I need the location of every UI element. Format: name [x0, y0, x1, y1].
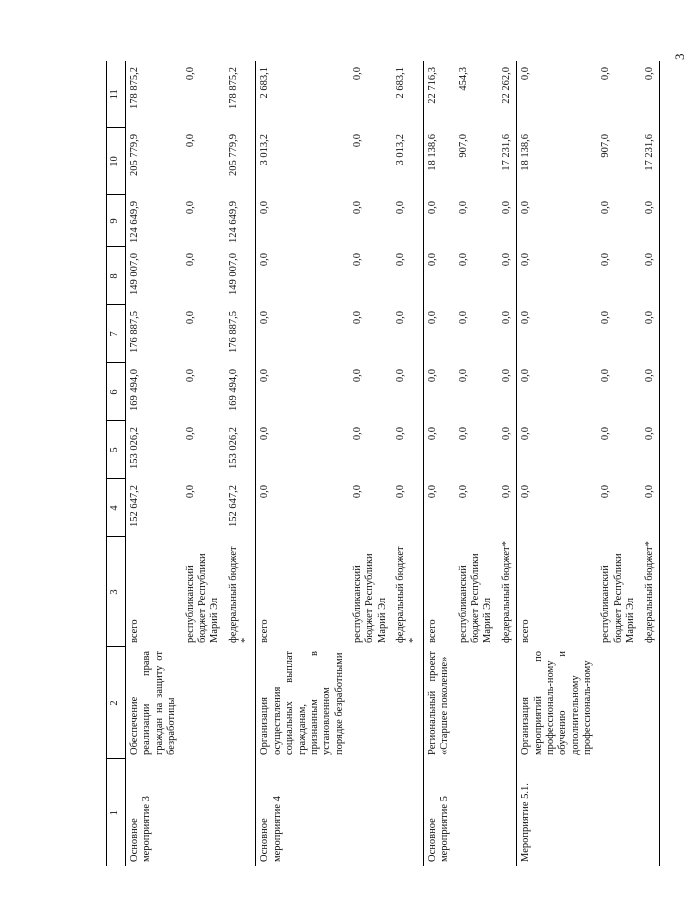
row-activity-name [641, 759, 660, 866]
row-activity-name [225, 759, 256, 866]
value-cell-col-4: 0,0 [641, 479, 660, 537]
value-cell-col-6: 0,0 [600, 369, 612, 383]
value-cell-col-7: 0,0 [256, 305, 349, 363]
value-cell-col-7: 0,0 [184, 311, 196, 325]
value-cell-col-8: 0,0 [517, 247, 598, 305]
table-row [423, 61, 454, 866]
value-cell-col-11: 0,0 [184, 67, 196, 81]
value-cell-col-10: 0,0 [352, 134, 363, 148]
value-cell-col-9: 0,0 [184, 201, 196, 215]
value-cell-col-11: 0,0 [641, 61, 660, 128]
row-funding-source: федеральный бюджет * [227, 546, 251, 643]
value-cell-col-7: 176 887,5 [227, 311, 239, 353]
value-cell-col-4: 152 647,2 [126, 479, 182, 537]
value-cell-col-11: 454,3 [457, 67, 469, 91]
row-activity-name: Основное мероприятие 5 [423, 759, 454, 866]
row-activity-description [182, 647, 225, 759]
row-activity-description: Организация осуществления социальных выплат гражданам, признанным в установленном порядке безработными [256, 647, 349, 759]
value-cell-col-10: 17 231,6 [641, 128, 660, 195]
row-funding-source: республиканский бюджет Республики Марий Эл [184, 553, 221, 643]
value-cell-col-8: 0,0 [600, 253, 612, 267]
value-cell-col-9: 124 649,9 [126, 195, 182, 247]
value-cell-col-4: 0,0 [500, 485, 512, 499]
row-activity-name [597, 759, 640, 866]
value-cell-col-6: 0,0 [641, 363, 660, 421]
value-cell-col-8: 0,0 [423, 247, 454, 305]
row-funding-source: всего [126, 537, 182, 647]
value-cell-col-8: 0,0 [184, 253, 196, 267]
table-row [517, 61, 598, 866]
value-cell-col-5: 0,0 [184, 427, 196, 441]
value-cell-col-8: 0,0 [457, 253, 469, 267]
value-cell-col-11: 0,0 [600, 67, 612, 81]
row-funding-source: всего [256, 537, 349, 647]
column-header-7: 7 [107, 305, 126, 363]
value-cell-col-11: 2 683,1 [256, 61, 349, 128]
value-cell-col-11: 0,0 [352, 67, 363, 81]
value-cell-col-11: 22 262,0 [500, 67, 512, 104]
column-header-4: 4 [107, 479, 126, 537]
table-row [392, 61, 423, 866]
value-cell-col-6: 0,0 [395, 369, 407, 383]
value-cell-col-4: 0,0 [517, 479, 598, 537]
table-row [349, 61, 392, 866]
row-activity-description [225, 647, 256, 759]
value-cell-col-5: 0,0 [600, 427, 612, 441]
value-cell-col-9: 0,0 [256, 195, 349, 247]
row-activity-name: Основное мероприятие 3 [126, 759, 182, 866]
row-funding-source: республиканский бюджет Республики Марий Эл [352, 553, 388, 643]
value-cell-col-6: 0,0 [184, 369, 196, 383]
row-funding-source: республиканский бюджет Республики Марий Эл [457, 553, 494, 643]
row-activity-name [498, 759, 517, 866]
value-cell-col-6: 169 494,0 [126, 363, 182, 421]
value-cell-col-7: 0,0 [457, 311, 469, 325]
value-cell-col-9: 0,0 [423, 195, 454, 247]
value-cell-col-5: 0,0 [352, 427, 363, 441]
value-cell-col-10: 907,0 [457, 134, 469, 158]
value-cell-col-8: 0,0 [395, 253, 407, 267]
value-cell-col-7: 0,0 [395, 311, 407, 325]
value-cell-col-4: 0,0 [184, 485, 196, 499]
value-cell-col-7: 0,0 [500, 311, 512, 325]
value-cell-col-7: 0,0 [352, 311, 363, 325]
value-cell-col-9: 124 649,9 [227, 201, 239, 243]
value-cell-col-9: 0,0 [395, 201, 407, 215]
value-cell-col-8: 0,0 [500, 253, 512, 267]
table-body [126, 61, 660, 866]
row-funding-source: федеральный бюджет * [395, 546, 419, 643]
value-cell-col-4: 0,0 [457, 485, 469, 499]
column-header-10: 10 [107, 128, 126, 195]
value-cell-col-5: 0,0 [457, 427, 469, 441]
row-activity-description: Региональный проект «Старшее поколение» [423, 647, 454, 759]
value-cell-col-5: 0,0 [423, 421, 454, 479]
value-cell-col-11: 178 875,2 [227, 67, 239, 109]
value-cell-col-5: 0,0 [256, 421, 349, 479]
value-cell-col-11: 22 716,3 [423, 61, 454, 128]
table-row [256, 61, 349, 866]
value-cell-col-6: 0,0 [256, 363, 349, 421]
value-cell-col-10: 3 013,2 [395, 134, 407, 166]
value-cell-col-5: 0,0 [500, 427, 512, 441]
value-cell-col-4: 152 647,2 [227, 485, 239, 527]
value-cell-col-10: 0,0 [184, 134, 196, 148]
value-cell-col-5: 0,0 [395, 427, 407, 441]
page-number: 3 [672, 53, 687, 60]
value-cell-col-7: 0,0 [641, 305, 660, 363]
value-cell-col-4: 0,0 [423, 479, 454, 537]
column-header-1: 1 [107, 759, 126, 866]
value-cell-col-7: 176 887,5 [126, 305, 182, 363]
value-cell-col-7: 0,0 [423, 305, 454, 363]
value-cell-col-8: 149 007,0 [227, 253, 239, 295]
row-activity-description [455, 647, 498, 759]
value-cell-col-6: 0,0 [352, 369, 363, 383]
value-cell-col-10: 18 138,6 [423, 128, 454, 195]
row-activity-description [498, 647, 517, 759]
value-cell-col-4: 0,0 [395, 485, 407, 499]
row-activity-description [349, 647, 392, 759]
value-cell-col-8: 0,0 [352, 253, 363, 267]
column-header-9: 9 [107, 195, 126, 247]
value-cell-col-9: 0,0 [352, 201, 363, 215]
table-row [641, 61, 660, 866]
value-cell-col-10: 18 138,6 [517, 128, 598, 195]
value-cell-col-6: 169 494,0 [227, 369, 239, 411]
value-cell-col-10: 3 013,2 [256, 128, 349, 195]
row-funding-source: федеральный бюджет* [500, 541, 512, 643]
table-row [225, 61, 256, 866]
value-cell-col-8: 0,0 [641, 247, 660, 305]
row-funding-source: республиканский бюджет Республики Марий Эл [600, 553, 637, 643]
row-activity-name [392, 759, 423, 866]
value-cell-col-6: 0,0 [423, 363, 454, 421]
value-cell-col-11: 0,0 [517, 61, 598, 128]
budget-table [106, 61, 660, 866]
value-cell-col-11: 178 875,2 [126, 61, 182, 128]
table-row [182, 61, 225, 866]
table-row [597, 61, 640, 866]
rotated-table-area [106, 61, 655, 866]
column-header-2: 2 [107, 647, 126, 759]
row-funding-source: федеральный бюджет* [641, 537, 660, 647]
value-cell-col-9: 0,0 [600, 201, 612, 215]
column-header-8: 8 [107, 247, 126, 305]
value-cell-col-9: 0,0 [517, 195, 598, 247]
value-cell-col-9: 0,0 [457, 201, 469, 215]
row-activity-description [392, 647, 423, 759]
column-header-11: 11 [107, 61, 126, 128]
row-funding-source: всего [423, 537, 454, 647]
value-cell-col-5: 153 026,2 [227, 427, 239, 469]
value-cell-col-5: 153 026,2 [126, 421, 182, 479]
column-header-3: 3 [107, 537, 126, 647]
column-header-5: 5 [107, 421, 126, 479]
value-cell-col-7: 0,0 [600, 311, 612, 325]
row-activity-description [641, 647, 660, 759]
value-cell-col-6: 0,0 [500, 369, 512, 383]
value-cell-col-8: 149 007,0 [126, 247, 182, 305]
value-cell-col-6: 0,0 [457, 369, 469, 383]
value-cell-col-4: 0,0 [600, 485, 612, 499]
row-activity-description [597, 647, 640, 759]
value-cell-col-5: 0,0 [517, 421, 598, 479]
value-cell-col-10: 205 779,9 [227, 134, 239, 176]
value-cell-col-11: 2 683,1 [395, 67, 407, 99]
row-activity-name [182, 759, 225, 866]
value-cell-col-6: 0,0 [517, 363, 598, 421]
table-row [498, 61, 517, 866]
column-header-6: 6 [107, 363, 126, 421]
table-row [126, 61, 182, 866]
value-cell-col-9: 0,0 [500, 201, 512, 215]
header-row [107, 61, 126, 866]
value-cell-col-8: 0,0 [256, 247, 349, 305]
row-activity-name [349, 759, 392, 866]
row-activity-name: Основное мероприятие 4 [256, 759, 349, 866]
table-row [455, 61, 498, 866]
row-activity-name [455, 759, 498, 866]
value-cell-col-10: 907,0 [600, 134, 612, 158]
value-cell-col-4: 0,0 [256, 479, 349, 537]
row-activity-description: Организация мероприятий по профессиональ-ному обучению и дополнительному профессиональ-ному [517, 647, 598, 759]
row-activity-name: Мероприятие 5.1. [517, 759, 598, 866]
value-cell-col-7: 0,0 [517, 305, 598, 363]
row-funding-source: всего [517, 537, 598, 647]
value-cell-col-5: 0,0 [641, 421, 660, 479]
row-activity-description: Обеспечение реализации права граждан на защиту от безработицы [126, 647, 182, 759]
value-cell-col-4: 0,0 [352, 485, 363, 499]
value-cell-col-9: 0,0 [641, 195, 660, 247]
value-cell-col-10: 17 231,6 [500, 134, 512, 171]
value-cell-col-10: 205 779,9 [126, 128, 182, 195]
